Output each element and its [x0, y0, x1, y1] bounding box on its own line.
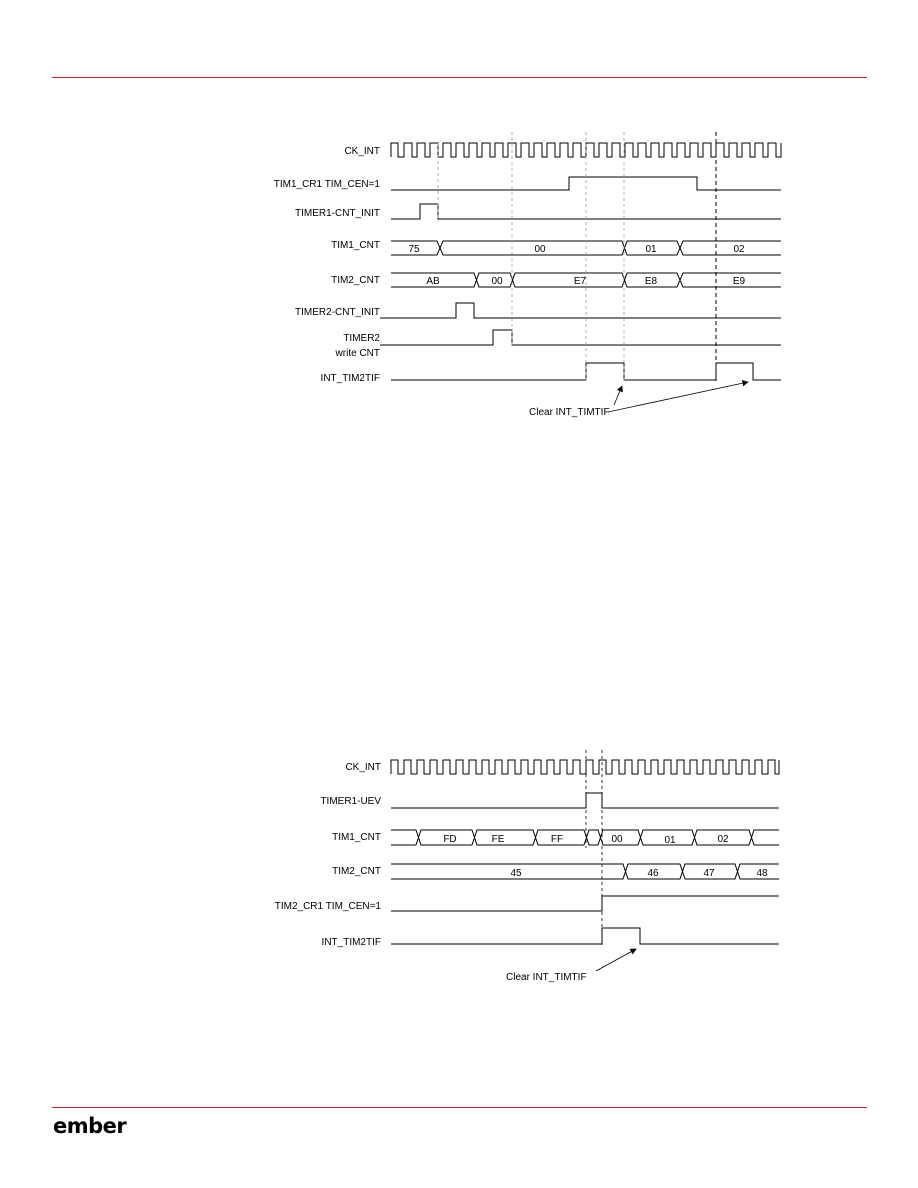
tim2-cen-waveform — [391, 896, 779, 911]
ember-logo: ember — [53, 1114, 127, 1138]
tim2-cnt-value: 47 — [703, 868, 715, 879]
tim1-cnt-value: 02 — [733, 244, 745, 255]
tim2-cnt-value: 45 — [510, 868, 522, 879]
tim2-cnt-value: 00 — [491, 276, 503, 287]
annotation-clear-int-timtif: Clear INT_TIMTIF — [506, 972, 587, 983]
signal-label-timer1-cnt-init: TIMER1-CNT_INIT — [295, 208, 380, 219]
tim1-cnt-value: FF — [550, 834, 564, 845]
tim2-cnt-value: 46 — [647, 868, 659, 879]
signal-label-timer2-write: TIMER2 — [343, 333, 380, 344]
tim2-cnt-value: AB — [426, 276, 440, 287]
signal-label-tim1-cnt: TIM1_CNT — [331, 240, 380, 251]
ck-int-waveform — [391, 760, 779, 774]
timing-diagram-timer1-to-timer2 — [0, 130, 918, 430]
signal-label-timer2-cnt-init: TIMER2-CNT_INIT — [295, 307, 380, 318]
signal-label-timer1-uev: TIMER1-UEV — [320, 796, 381, 807]
timer2-write-cnt-waveform — [380, 330, 781, 345]
signal-label-tim2-cen: TIM2_CR1 TIM_CEN=1 — [274, 901, 381, 912]
int-tim2tif-waveform — [391, 928, 779, 944]
signal-label-int-tim2tif: INT_TIM2TIF — [321, 937, 381, 948]
tim1-cnt-value: 01 — [664, 835, 676, 846]
signal-label-ck-int: CK_INT — [344, 146, 380, 157]
footer-rule — [52, 1107, 867, 1108]
annotation-arrow — [608, 382, 748, 412]
tim1-cnt-value: FE — [491, 834, 505, 845]
signal-label-timer2-write-cnt: write CNT — [335, 348, 380, 359]
signal-label-ck-int: CK_INT — [345, 762, 381, 773]
timing-diagram-timer1-uev-to-timer2 — [0, 745, 918, 990]
tim1-cnt-value: 02 — [717, 834, 729, 845]
signal-label-tim1-cen: TIM1_CR1 TIM_CEN=1 — [273, 179, 380, 190]
tim1-cnt-value: 75 — [408, 244, 420, 255]
tim1-cnt-value: 00 — [611, 834, 623, 845]
tim1-cnt-value: 01 — [645, 244, 657, 255]
annotation-arrow — [596, 949, 636, 971]
tim1-cnt-value: FD — [443, 834, 457, 845]
tim2-cnt-value: E7 — [573, 276, 587, 287]
tim2-cnt-bus — [391, 864, 779, 879]
annotation-arrow — [614, 386, 622, 405]
tim2-cnt-value: E8 — [644, 276, 658, 287]
tim2-cnt-value: 48 — [756, 868, 768, 879]
timer2-cnt-init-waveform — [380, 303, 781, 318]
signal-label-tim2-cnt: TIM2_CNT — [332, 866, 381, 877]
timer1-uev-waveform — [391, 793, 779, 808]
signal-label-tim1-cnt: TIM1_CNT — [332, 832, 381, 843]
header-rule — [52, 77, 867, 78]
tim2-cnt-value: E9 — [732, 276, 746, 287]
annotation-clear-int-timtif: Clear INT_TIMTIF — [529, 407, 610, 418]
signal-label-int-tim2tif: INT_TIM2TIF — [320, 373, 380, 384]
int-tim2tif-waveform — [391, 363, 781, 380]
tim1-cnt-value: 00 — [534, 244, 546, 255]
timing-guides — [586, 750, 602, 946]
signal-label-tim2-cnt: TIM2_CNT — [331, 275, 380, 286]
